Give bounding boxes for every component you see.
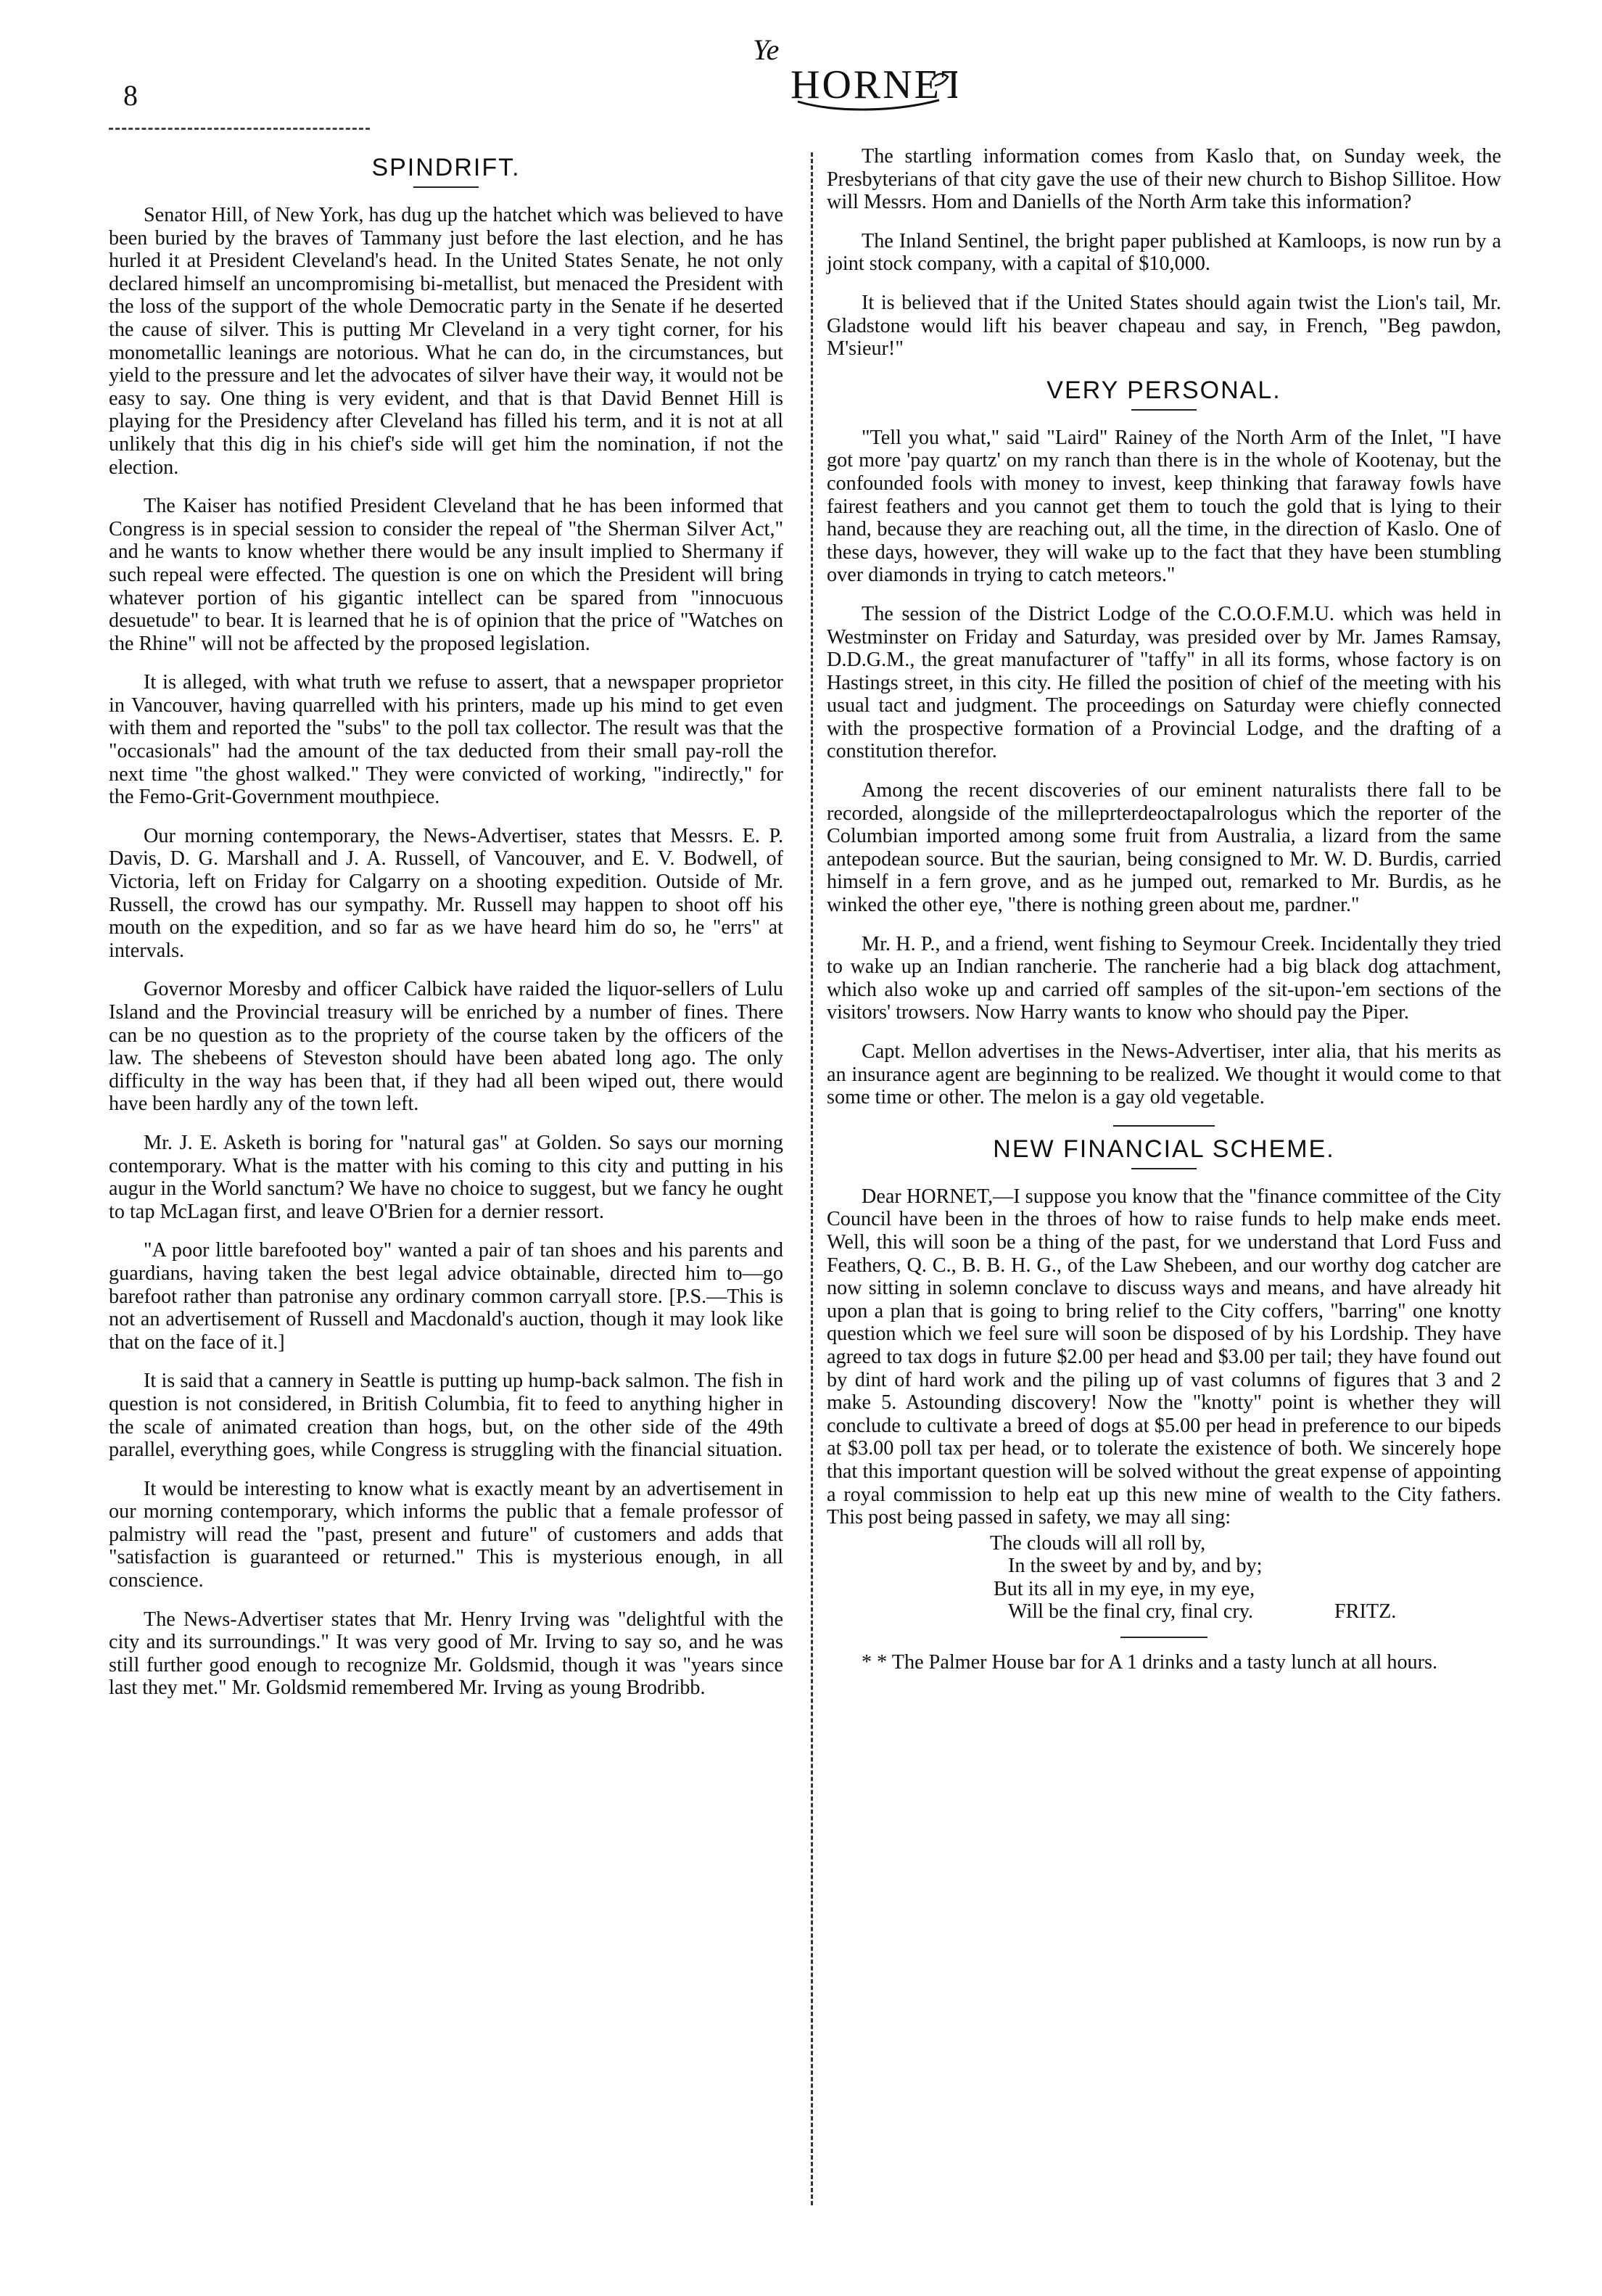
verse-line: In the sweet by and by, and by; [1008,1555,1263,1578]
article-paragraph: Our morning contemporary, the News-Advertiser, states that Messrs. E. P. Davis, D. G. Marshall and J. A. Russell, of Vancouver, and E. V. Bodwell, of Victoria, left on Friday for Calgarry on a shooting expedition. Outside of Mr. Russell, the crowd has our sympathy. Mr. Russell may happen to shoot off his mouth on the expedition, and so far as we have heard him do so, he "errs" at intervals. [109,824,783,962]
masthead-logo [747,29,957,116]
verse-line-text: Will be the final cry, final cry. [1008,1600,1254,1624]
article-paragraph: Among the recent discoveries of our eminent naturalists there fall to be recorded, alongside of the milleprterdeoctapalrologus which the reporter of the Columbian imported among some fruit from Australia, a lizard from the same antepodean source. But the saurian, being consigned to Mr. W. D. Burdis, carried himself in a fern grove, and as he jumped out, remarked to Mr. Burdis, as he winked the other eye, "there is nothing green about me, pardner." [827,779,1501,917]
article-paragraph: The Inland Sentinel, the bright paper published at Kamloops, is now run by a joint stock company, with a capital of $10,000. [827,229,1501,276]
masthead-prefix: Ye [753,33,780,66]
article-paragraph: Mr. H. P., and a friend, went fishing to Seymour Creek. Incidentally they tried to wake up an Indian rancherie. The rancherie had a big black dog attachment, which also woke up and carried off samples of the sit-upon-'em sections of the visitors' trowsers. Now Harry wants to know who should pay the Piper. [827,932,1501,1024]
article-paragraph: "A poor little barefooted boy" wanted a pair of tan shoes and his parents and guardians, having taken the best legal advice obtainable, directed him to—go barefoot rather than patronise any ordinary common carryall store. [P.S.—This is not an advertisement of Russell and Macdonald's auction, though it may look like that on the face of it.] [109,1239,783,1354]
verse-line [827,1600,1501,1624]
heading-new-financial-scheme: NEW FINANCIAL SCHEME. [993,1135,1335,1163]
verse-line: But its all in my eye, in my eye, [994,1577,1255,1600]
section-rule [1113,1125,1215,1127]
heading-very-personal: VERY PERSONAL. [1046,376,1281,404]
right-column [827,145,1501,1674]
article-paragraph: The Kaiser has notified President Cleveland that he has been informed that Congress is in special session to consider the repeal of "the Sherman Silver Act," and he wants to know whether there would be any insult implied to Shermany if such repeal were effected. The question is one on which the President will bring whatever portion of his gigantic intellect can be spared from "innocuous desuetude" to bear. It is learned that he is of opinion that the price of "Watches on the Rhine" will not be affected by the proposed legislation. [109,495,783,655]
letter-paragraph: Dear HORNET,—I suppose you know that the "finance committee of the City Council have been in the throes of how to raise funds to help make ends meet. Well, this will soon be a thing of the past, for we understand that Lord Fuss and Feathers, Q. C., B. B. H. G., of the Law Shebeen, and our worthy dog catcher are now sitting in solemn conclave to discuss ways and means, and have already hit upon a plan that is going to bring relief to the City coffers, "barring" one knotty question which we feel sure will soon be disposed of by his Lordship. They have agreed to tax dogs in future $2.00 per head and $3.00 per tail; they have found out by dint of hard work and the piling up of vast columns of figures that 3 and 2 make 5. Astounding discovery! Now the "knotty" point is whether they will conclude to cultivate a breed of dogs at $5.00 per head in preference to our bipeds at $3.00 poll tax per head, or to tolerate the existence of both. We sincerely hope that this important question will be solved without the great expense of appointing a royal commission to help eat up this new mine of wealth to the City fathers. This post being passed in safety, we may all sing: [827,1185,1501,1529]
top-rule [109,128,370,130]
signature: FRITZ. [1334,1600,1397,1624]
page-number: 8 [123,79,138,112]
left-column [109,145,783,1716]
article-paragraph: It is alleged, with what truth we refuse to assert, that a newspaper proprietor in Vancouver, having quarrelled with his printers, made up his mind to get even with them and reported the "subs" to the poll tax collector. The result was that the "occasionals" had the amount of the tax deducted from their small pay-roll the next time "the ghost walked." They were convicted of working, "indirectly," for the Femo-Grit-Government mouthpiece. [109,671,783,809]
masthead-title: HORNET [790,62,957,107]
end-rule [1120,1637,1207,1638]
verse [827,1532,1501,1624]
heading-rule [1131,409,1197,411]
article-paragraph: Senator Hill, of New York, has dug up the hatchet which was believed to have been buried by the braves of Tammany just before the last election, and he has hurled it at President Cleveland's head. In the United States Senate, he not only declared himself an uncompromising bi-metallist, but menaced the President with the loss of the support of the whole Democratic party in the Senate if he deserted the cause of silver. This is putting Mr Cleveland in a very tight corner, for his monometallic leanings are notorious. What he can do, in the circumstances, but yield to the pressure and let the advocates of silver have their way, it would not be easy to say. One thing is very evident, and that is that David Bennet Hill is playing for the Presidency after Cleveland has filled his term, and it is not at all unlikely that this dig in his chief's side will get him the nomination, if not the election. [109,204,783,479]
article-paragraph: The session of the District Lodge of the C.O.O.F.M.U. which was held in Westminster on Friday and Saturday, was presided over by Mr. James Ramsay, D.D.G.M., the great manufacturer of "taffy" in all its forms, whose factory is on Hastings street, in this city. He filled the position of chief of the meeting with his usual tact and judgment. The proceedings on Saturday were chiefly connected with the prospective formation of a Provincial Lodge, and the drafting of a constitution therefor. [827,602,1501,763]
article-paragraph: The News-Advertiser states that Mr. Henry Irving was "delightful with the city and its surroundings." It was very good of Mr. Irving to say so, and he was still further good enough to recognize Mr. Goldsmid, though it was "years since last they met." Mr. Goldsmid remembered Mr. Irving as young Brodribb. [109,1608,783,1700]
article-paragraph: It is said that a cannery in Seattle is putting up hump-back salmon. The fish in question is not considered, in British Columbia, fit to feed to anything higher in the scale of animated creation than hogs, but, on the other side of the 49th parallel, everything goes, while Congress is struggling with the financial situation. [109,1370,783,1462]
article-paragraph: "Tell you what," said "Laird" Rainey of the North Arm of the Inlet, "I have got more 'pay quartz' on my ranch than there is in the whole of Kootenay, but the confounded fools with money to invest, keep thinking that faraway fowls have fairest feathers and you cannot get them to touch the gold that is lying to their hand, because they are reaching out, all the time, in the direction of Kaslo. One of these days, however, they will wake up to the fact that they have been stumbling over diamonds in trying to catch meteors." [827,426,1501,587]
article-paragraph: It is believed that if the United States should again twist the Lion's tail, Mr. Gladstone would lift his beaver chapeau and say, in French, "Beg pawdon, M'sieur!" [827,291,1501,361]
article-paragraph: It would be interesting to know what is exactly meant by an advertisement in our morning contemporary, which informs the public that a female professor of palmistry will read the "past, present and future" of customers and adds that "satisfaction is guaranteed or returned." This is mysterious enough, in all conscience. [109,1477,783,1592]
column-divider [811,152,813,2205]
article-paragraph: Capt. Mellon advertises in the News-Advertiser, inter alia, that his merits as an insurance agent are beginning to be realized. We thought it would come to that some time or other. The melon is a gay old vegetable. [827,1040,1501,1109]
verse-line: The clouds will all roll by, [990,1531,1206,1555]
advertisement-note: * * The Palmer House bar for A 1 drinks and a tasty lunch at all hours. [862,1651,1438,1674]
article-paragraph: The startling information comes from Kaslo that, on Sunday week, the Presbyterians of that city gave the use of their new church to Bishop Sillitoe. How will Messrs. Hom and Daniells of the North Arm take this information? [827,145,1501,214]
article-paragraph: Governor Moresby and officer Calbick have raided the liquor-sellers of Lulu Island and the Provincial treasury will be enriched by a number of fines. There can be no question as to the propriety of the course taken by the officers of the law. The shebeens of Steveston should have been abated long ago. The only difficulty in the way has been that, if they had all been wiped out, there would have been hardly any of the town left. [109,978,783,1116]
heading-rule [1131,1168,1197,1169]
heading-rule [413,186,479,188]
article-paragraph: Mr. J. E. Asketh is boring for "natural gas" at Golden. So says our morning contemporary. What is the matter with his coming to this city and putting in his augur in the World sanctum? We have no choice to suggest, but we fancy he ought to tap McLagan first, and leave O'Brien for a dernier ressort. [109,1131,783,1223]
heading-spindrift: SPINDRIFT. [371,154,521,181]
masthead [747,29,957,116]
